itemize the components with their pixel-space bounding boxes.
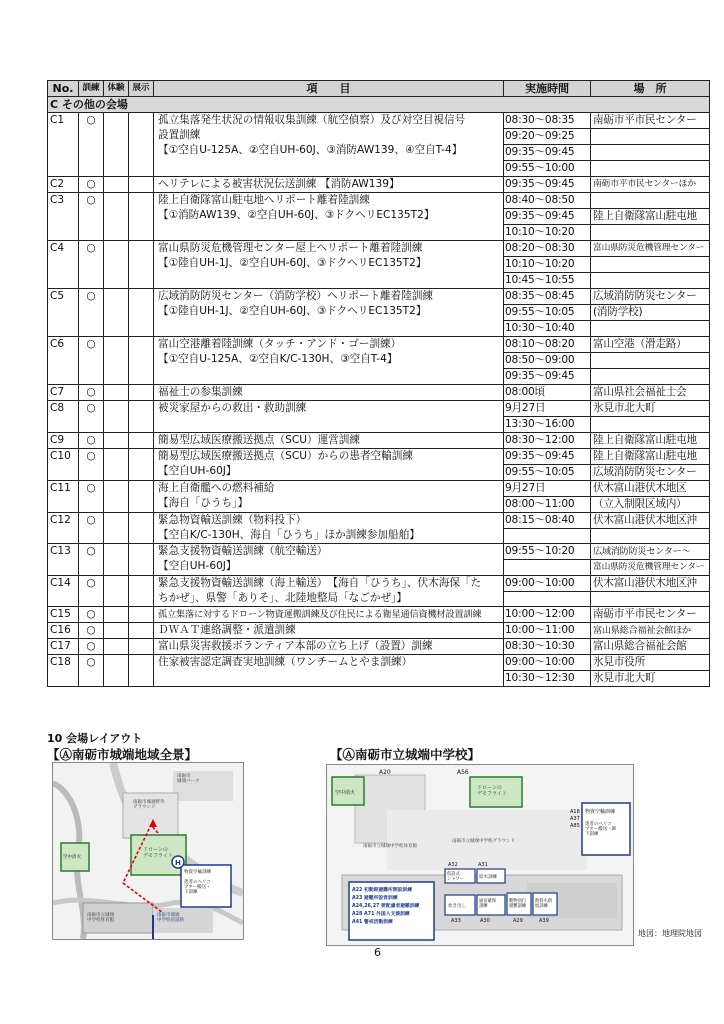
label-a20: A20 — [379, 769, 391, 776]
m1-park-line: 城端パーク — [177, 779, 200, 784]
row-place: 南砺市平市民センター — [591, 113, 710, 129]
row-place: 富山県総合福祉会館ほか — [591, 623, 710, 639]
row-item — [154, 385, 504, 401]
table-row — [48, 385, 710, 401]
row-place — [591, 161, 710, 177]
table-row — [48, 607, 710, 623]
heliport-mark: H — [175, 859, 181, 867]
table-row — [48, 576, 710, 592]
air-fire-label-2: 空中消火 — [335, 790, 356, 796]
row-item-line: 福祉士の参集訓練 — [158, 386, 243, 398]
row-time: 08:15～08:40 — [504, 513, 591, 529]
row-item-line: 富山空港離着陸訓練（タッチ・アンド・ゴー訓練） — [158, 338, 402, 350]
row-place: (消防学校) — [591, 305, 710, 321]
row-item-line: 【空自K/C-130H、海自「ひうち」ほか訓練参加船舶】 — [158, 529, 420, 541]
row-kunren-mark: ○ — [79, 544, 104, 576]
row-kunren-mark: ○ — [79, 481, 104, 513]
row-kunren-mark: ○ — [79, 513, 104, 544]
supply-label-2: 物資空輸訓練 — [585, 809, 616, 815]
row-time: 10:45～10:55 — [504, 273, 591, 289]
row-place: 陸上自衛隊富山駐屯地 — [591, 449, 710, 465]
row-taiken-cell — [104, 655, 129, 687]
row-item-line: 陸上自衛隊富山駐屯地ヘリポート離着陸訓練 — [158, 194, 370, 206]
m2-pat-line: プター搬送・卸 — [585, 827, 617, 832]
row-item-line: 被災家屋からの救出・救助訓練 — [158, 402, 307, 414]
map-school — [326, 764, 634, 946]
row-tenji-cell — [129, 576, 154, 607]
row-time: 08:00～11:00 — [504, 497, 591, 513]
cook-label: 炊き出し — [448, 904, 466, 909]
gym-label: 南砺市立城端中学校体育館 — [363, 844, 417, 849]
row-time — [504, 560, 591, 576]
row-item-line: 富山県防災危機管理センター屋上ヘリポート離着陸訓練 — [158, 242, 423, 254]
label-a85: A85 — [570, 823, 580, 829]
m1-ground-line: 南砺市城端野外 — [133, 800, 165, 805]
row-taiken-cell — [104, 623, 129, 639]
row-place: 広域消防防災センター — [591, 289, 710, 305]
row-kunren-mark: ○ — [79, 433, 104, 449]
row-item — [154, 449, 504, 481]
row-time: 10:00～11:00 — [504, 623, 591, 639]
row-taiken-cell — [104, 449, 129, 481]
row-taiken-cell — [104, 113, 129, 177]
row-taiken-cell — [104, 639, 129, 655]
row-no: C1 — [48, 113, 79, 177]
header-place: 場 所 — [591, 81, 710, 97]
row-kunren-mark: ○ — [79, 113, 104, 177]
label-a56: A56 — [457, 769, 469, 776]
row-item — [154, 241, 504, 289]
m2-pat-line: 下訓練 — [585, 832, 599, 837]
table-row — [48, 639, 710, 655]
m1-road-line: 中学校前道路 — [157, 918, 184, 923]
row-time: 08:30～12:00 — [504, 433, 591, 449]
row-place — [591, 225, 710, 241]
row-place: 富山県総合福祉会館 — [591, 639, 710, 655]
row-place: 氷見市役所 — [591, 655, 710, 671]
row-item — [154, 401, 504, 433]
row-tenji-cell — [129, 385, 154, 401]
row-kunren-mark: ○ — [79, 449, 104, 481]
row-place: 伏木富山港伏木地区沖 — [591, 576, 710, 592]
row-item-line: 【①空自U-125A、②空自UH-60J、③消防AW139、④空自T-4】 — [158, 144, 463, 156]
table-row — [48, 513, 710, 529]
row-item-line — [158, 319, 501, 334]
page-number: 6 — [374, 946, 381, 959]
m1-pat-line: 患者のヘリコ — [184, 880, 211, 885]
row-kunren-mark: ○ — [79, 385, 104, 401]
row-item-line: 簡易型広域医療搬送拠点（SCU）からの患者空輸訓練 — [158, 450, 413, 462]
row-time: 09:35～09:45 — [504, 209, 591, 225]
row-time: 09:35～09:45 — [504, 177, 591, 193]
row-item-line: 住家被害認定調査実地訓練（ワンチームとやま訓練） — [158, 656, 413, 668]
row-time — [504, 529, 591, 544]
row-tenji-cell — [129, 337, 154, 385]
row-no: C17 — [48, 639, 79, 655]
map-overview-svg — [53, 763, 243, 939]
row-tenji-cell — [129, 193, 154, 241]
row-time: 10:10～10:20 — [504, 257, 591, 273]
row-item-line: 【空自UH-60J】 — [158, 465, 237, 477]
row-place — [591, 369, 710, 385]
row-item-line: 海上自衛艦への燃料補給 — [158, 482, 275, 494]
row-taiken-cell — [104, 241, 129, 289]
row-time: 09:55～10:00 — [504, 161, 591, 177]
row-kunren-mark: ○ — [79, 623, 104, 639]
air-fire-label: 空中消火 — [63, 855, 81, 860]
row-item — [154, 655, 504, 687]
row-item-line: ＤＷＡＴ連絡調整・派遣訓練 — [158, 624, 296, 636]
table-row — [48, 544, 710, 560]
m2-drone-line: デモフライト — [477, 791, 507, 797]
m2-comm-line: 通信確保 — [479, 899, 497, 904]
row-time: 09:35～09:45 — [504, 369, 591, 385]
m1-drone-line: ドローンの — [143, 847, 168, 853]
table-row — [48, 481, 710, 497]
row-item — [154, 433, 504, 449]
row-place: 氷見市北大町 — [591, 401, 710, 417]
row-item-line: 【空自UH-60J】 — [158, 560, 237, 572]
row-taiken-cell — [104, 385, 129, 401]
row-item — [154, 576, 504, 607]
ground-label: 南砺市立城端中学校グラウンド — [452, 839, 515, 844]
map-overview — [52, 762, 244, 940]
row-place: 陸上自衛隊富山駐屯地 — [591, 433, 710, 449]
row-tenji-cell — [129, 655, 154, 687]
row-place — [591, 273, 710, 289]
row-item-line: ちかぜ」、県警「ありそ」、北陸地整局「なごかぜ」】 — [158, 592, 407, 604]
row-item — [154, 113, 504, 177]
row-tenji-cell — [129, 401, 154, 433]
row-place — [591, 321, 710, 337]
row-no: C10 — [48, 449, 79, 481]
row-taiken-cell — [104, 513, 129, 544]
row-kunren-mark: ○ — [79, 607, 104, 623]
row-place: 陸上自衛隊富山駐屯地 — [591, 209, 710, 225]
row-tenji-cell — [129, 113, 154, 177]
row-item-line: 緊急支援物資輸送訓練（海上輸送） 【海自「ひうち」、伏木海保「た — [158, 577, 482, 589]
training-list-item: A24,26,27 要配慮者避難訓練 — [352, 904, 420, 909]
label-a18: A18 — [570, 809, 580, 815]
row-item-line: 【①陸自UH-1J、②空自UH-60J、③ドクヘリEC135T2】 — [158, 257, 427, 269]
row-item-line — [158, 670, 501, 685]
table-header — [48, 81, 710, 97]
row-no: C12 — [48, 513, 79, 544]
map-school-svg — [327, 765, 633, 945]
row-place — [591, 417, 710, 433]
row-place — [591, 193, 710, 209]
training-list-item: A23 避難所設営訓練 — [352, 896, 398, 901]
m1-road-line: 南砺市城端 — [157, 913, 180, 918]
section-title-c: C その他の会場 — [48, 97, 710, 113]
row-time: 10:00～12:00 — [504, 607, 591, 623]
row-place — [591, 353, 710, 369]
row-item-line: 【①消防AW139、②空自UH-60J、③ドクヘリEC135T2】 — [158, 209, 435, 221]
row-kunren-mark: ○ — [79, 193, 104, 241]
row-kunren-mark: ○ — [79, 576, 104, 607]
row-taiken-cell — [104, 177, 129, 193]
row-item-line — [158, 223, 501, 238]
row-time: 09:35～09:45 — [504, 449, 591, 465]
row-item — [154, 193, 504, 241]
row-item — [154, 337, 504, 385]
row-kunren-mark: ○ — [79, 289, 104, 337]
map2-title: 【Ⓐ南砺市立城端中学校】 — [330, 747, 481, 762]
row-no: C2 — [48, 177, 79, 193]
row-taiken-cell — [104, 481, 129, 513]
header-taiken: 体験 — [104, 81, 129, 97]
row-time: 09:55～10:05 — [504, 465, 591, 481]
row-item — [154, 607, 504, 623]
training-list-item: A28 A71 外国人支援訓練 — [352, 912, 410, 917]
header-no: No. — [48, 81, 79, 97]
table-row — [48, 623, 710, 639]
row-time: 08:00頃 — [504, 385, 591, 401]
map1-title: 【Ⓐ南砺市城端地域全景】 — [47, 747, 198, 762]
training-list-item: A41 警戒活動訓練 — [352, 920, 393, 925]
row-item-line: ヘリテレによる被害状況伝送訓練 【消防AW139】 — [158, 178, 400, 190]
row-kunren-mark: ○ — [79, 401, 104, 433]
table-row — [48, 401, 710, 417]
m2-comm-line: 訓練 — [479, 904, 488, 909]
row-time: 08:50～09:00 — [504, 353, 591, 369]
row-kunren-mark: ○ — [79, 655, 104, 687]
row-time: 09:35～09:45 — [504, 145, 591, 161]
m1-park-line: 南砺市 — [177, 774, 191, 779]
row-place: 広域消防防災センター — [591, 465, 710, 481]
row-time: 13:30～16:00 — [504, 417, 591, 433]
water-label: 給水訓練 — [479, 875, 497, 880]
m2-store-line: 飲料水供 — [535, 899, 553, 904]
row-place: 富山県防災危機管理センター — [591, 241, 710, 257]
row-tenji-cell — [129, 289, 154, 337]
row-no: C5 — [48, 289, 79, 337]
svg-text:南砺市立城端中学校体育館 — [87, 911, 114, 923]
row-item-line: 富山県災害救援ボランティア本部の立ち上げ（設置）訓練 — [158, 640, 433, 652]
label-a32: A32 — [448, 862, 458, 868]
table-row — [48, 177, 710, 193]
row-time: 9月27日 — [504, 401, 591, 417]
row-time: 10:30～12:30 — [504, 671, 591, 687]
row-item-line: 簡易型広域医療搬送拠点（SCU）運営訓練 — [158, 434, 360, 446]
row-item-line: 【①空自U-125A、②空自K/C-130H、③空自T-4】 — [158, 353, 398, 365]
row-item-line: 広域消防防災センター（消防学校）ヘリポート離着陸訓練 — [158, 290, 434, 302]
table-row — [48, 449, 710, 465]
row-taiken-cell — [104, 607, 129, 623]
row-no: C11 — [48, 481, 79, 513]
row-place: 富山県社会福祉士会 — [591, 385, 710, 401]
row-time: 09:55～10:20 — [504, 544, 591, 560]
row-tenji-cell — [129, 481, 154, 513]
row-item — [154, 544, 504, 576]
schedule-table — [47, 80, 710, 687]
row-item — [154, 177, 504, 193]
row-place: 南砺市平市民センター — [591, 607, 710, 623]
row-place: 伏木富山港伏木地区 — [591, 481, 710, 497]
row-place: 氷見市北大町 — [591, 671, 710, 687]
m2-drone-line: ドローンの — [477, 785, 502, 791]
table-row — [48, 289, 710, 305]
section-row — [48, 97, 710, 113]
header-item: 項 目 — [154, 81, 504, 97]
row-no: C3 — [48, 193, 79, 241]
row-no: C13 — [48, 544, 79, 576]
row-time: 08:30～10:30 — [504, 639, 591, 655]
table-row — [48, 193, 710, 209]
table-row — [48, 241, 710, 257]
row-time: 08:20～08:30 — [504, 241, 591, 257]
row-no: C7 — [48, 385, 79, 401]
row-time: 08:40～08:50 — [504, 193, 591, 209]
row-no: C15 — [48, 607, 79, 623]
row-place — [591, 592, 710, 607]
supply-label: 物資空輸訓練 — [184, 870, 211, 875]
row-tenji-cell — [129, 544, 154, 576]
row-taiken-cell — [104, 337, 129, 385]
map-credit: 地図：地理院地図 — [638, 929, 702, 938]
row-taiken-cell — [104, 401, 129, 433]
label-a29: A29 — [513, 918, 523, 924]
row-no: C16 — [48, 623, 79, 639]
row-taiken-cell — [104, 193, 129, 241]
m1-school-line: 中学校体育館 — [87, 918, 114, 923]
row-tenji-cell — [129, 639, 154, 655]
row-tenji-cell — [129, 623, 154, 639]
row-tenji-cell — [129, 433, 154, 449]
row-item-line: 孤立集落発生状況の情報収集訓練（航空偵察）及び対空目視信号 — [158, 114, 466, 126]
row-kunren-mark: ○ — [79, 241, 104, 289]
row-item — [154, 289, 504, 337]
label-a37: A37 — [570, 816, 580, 822]
row-item — [154, 513, 504, 544]
m2-mob-line: 動物同行 — [509, 899, 527, 904]
row-tenji-cell — [129, 607, 154, 623]
row-place: 富山県防災危機管理センター — [591, 560, 710, 576]
row-place: 広域消防防災センター～ — [591, 544, 710, 560]
row-item-line: 孤立集落に対するドローン物資運搬訓練及び住民による衛星通信資機材設置訓練 — [158, 609, 482, 620]
row-time — [504, 592, 591, 607]
label-a31: A31 — [478, 862, 488, 868]
row-item-line — [158, 367, 501, 382]
label-a39: A39 — [539, 918, 549, 924]
row-tenji-cell — [129, 513, 154, 544]
row-item — [154, 481, 504, 513]
row-time: 08:10～08:20 — [504, 337, 591, 353]
label-a33: A33 — [451, 918, 461, 924]
table-row — [48, 655, 710, 671]
m1-pat-line: プター搬送・ — [184, 885, 211, 890]
row-kunren-mark: ○ — [79, 639, 104, 655]
row-place — [591, 129, 710, 145]
m1-ground-line: グラウンド — [133, 805, 156, 810]
row-time: 08:35～08:45 — [504, 289, 591, 305]
row-time: 9月27日 — [504, 481, 591, 497]
row-no: C8 — [48, 401, 79, 433]
row-time: 09:00～10:00 — [504, 576, 591, 592]
training-list-item: A22 初動期避難所開設訓練 — [352, 888, 413, 893]
header-time: 実施時間 — [504, 81, 591, 97]
row-item-line: 緊急物資輸送訓練（物料投下） — [158, 514, 307, 526]
table-row — [48, 433, 710, 449]
row-item-line: 緊急支援物資輸送訓練（航空輸送） — [158, 545, 328, 557]
row-taiken-cell — [104, 544, 129, 576]
label-a30: A30 — [480, 918, 490, 924]
row-place: 伏木富山港伏木地区沖 — [591, 513, 710, 529]
row-item-line — [158, 416, 501, 431]
m2-store-line: 給訓練 — [535, 904, 548, 909]
header-tenji: 展示 — [129, 81, 154, 97]
row-item — [154, 623, 504, 639]
table-row — [48, 113, 710, 129]
m2-shower-line: シャワー — [447, 877, 465, 882]
row-no: C9 — [48, 433, 79, 449]
row-item-line — [158, 271, 501, 286]
row-taiken-cell — [104, 289, 129, 337]
row-kunren-mark: ○ — [79, 337, 104, 385]
row-no: C14 — [48, 576, 79, 607]
row-item-line: 【①陸自UH-1J、②空自UH-60J、③ドクヘリEC135T2】 — [158, 305, 427, 317]
row-taiken-cell — [104, 576, 129, 607]
layout-section-title: 10 会場レイアウト — [47, 732, 143, 745]
row-item-line — [158, 158, 501, 173]
row-item — [154, 639, 504, 655]
row-place: （立入制限区域内） — [591, 497, 710, 513]
row-place — [591, 529, 710, 544]
row-time: 08:30～08:35 — [504, 113, 591, 129]
svg-text:動物同行避難訓練 — [509, 897, 527, 909]
row-tenji-cell — [129, 241, 154, 289]
row-no: C4 — [48, 241, 79, 289]
row-kunren-mark: ○ — [79, 177, 104, 193]
m1-pat-line: 下訓練 — [184, 890, 198, 895]
m2-mob-line: 避難訓練 — [509, 904, 527, 909]
m1-drone-line: デモフライト — [143, 853, 173, 859]
header-kunren: 訓練 — [79, 81, 104, 97]
row-no: C18 — [48, 655, 79, 687]
row-time: 09:00～10:00 — [504, 655, 591, 671]
m2-shower-line: 仮設式 — [447, 872, 460, 877]
row-place: 南砺市平市民センターほか — [591, 177, 710, 193]
row-no: C6 — [48, 337, 79, 385]
table-row — [48, 337, 710, 353]
row-taiken-cell — [104, 433, 129, 449]
row-item-line: 【海自「ひうち」】 — [158, 497, 249, 509]
row-time: 10:10～10:20 — [504, 225, 591, 241]
row-tenji-cell — [129, 449, 154, 481]
m1-school-line: 南砺市立城端 — [87, 913, 114, 918]
row-place — [591, 145, 710, 161]
row-place: 富山空港（滑走路） — [591, 337, 710, 353]
row-place — [591, 257, 710, 273]
row-item-line: 設置訓練 — [158, 129, 201, 141]
row-tenji-cell — [129, 177, 154, 193]
row-time: 09:20～09:25 — [504, 129, 591, 145]
row-time: 09:55～10:05 — [504, 305, 591, 321]
row-time: 10:30～10:40 — [504, 321, 591, 337]
m2-pat-line: 患者のヘリコ — [585, 822, 612, 827]
